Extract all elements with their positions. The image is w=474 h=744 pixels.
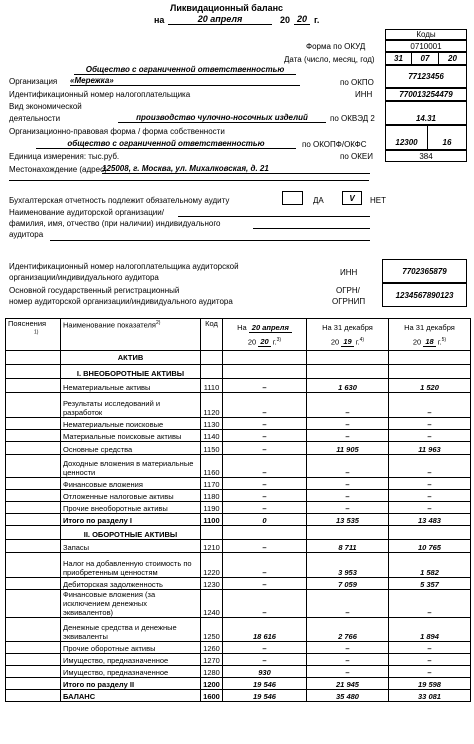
row-value-col1: 18 616 (223, 618, 307, 642)
row-name: Итого по разделу II (61, 678, 201, 690)
row-value-col1: – (223, 590, 307, 618)
row-value-col3: 13 483 (389, 514, 471, 526)
header-col2-y2: 19 (343, 337, 352, 347)
report-year: 20 (294, 14, 310, 25)
row-code: 1280 (201, 666, 223, 678)
row-value-col3: 10 765 (389, 540, 471, 553)
row-code: 1260 (201, 642, 223, 654)
table-row (6, 490, 471, 502)
row-value-col1: – (223, 393, 307, 418)
row-value-col3: – (389, 642, 471, 654)
row-name: Основные средства (61, 442, 201, 455)
okei-label: по ОКЕИ (340, 152, 373, 161)
section-aktiv: АКТИВ (61, 351, 201, 365)
inn-label: Идентификационный номер налогоплательщика (9, 90, 191, 99)
row-value-col3: 5 357 (389, 578, 471, 590)
row-value-col3: – (389, 490, 471, 502)
row-value-col3: – (389, 654, 471, 666)
row-code: 1110 (201, 379, 223, 393)
row-value-col1: – (223, 540, 307, 553)
row-value-col1: – (223, 490, 307, 502)
row-value-col2: 3 953 (307, 553, 389, 578)
okud-code: 0710001 (385, 40, 467, 52)
activity-label-2: деятельности (9, 114, 61, 123)
header-col3 (389, 319, 471, 351)
activity-value: производство чулочно-носочных изделий (118, 113, 326, 123)
row-notes (6, 540, 61, 553)
table-row (6, 502, 471, 514)
row-value-col2: – (307, 490, 389, 502)
auditor-ogrn-label-2: номер аудиторской организации/индивидуального аудитора (9, 297, 233, 306)
table-row-sec2 (6, 526, 471, 540)
row-code: 1600 (201, 690, 223, 702)
header-col3-g: г. (437, 337, 442, 347)
row-name: Итого по разделу I (61, 514, 201, 526)
row-value-col2: – (307, 642, 389, 654)
row-value-col1: – (223, 654, 307, 666)
row-value-col3: – (389, 666, 471, 678)
year-suffix: г. (314, 15, 320, 25)
row-name: Финансовые вложения (61, 478, 201, 490)
unit-label: Единица измерения: тыс.руб. (9, 152, 120, 161)
header-col1-g: г. (272, 337, 277, 347)
row-code: 1120 (201, 393, 223, 418)
row-value-col1: – (223, 455, 307, 478)
row-value-col3: 1 894 (389, 618, 471, 642)
okopf-code: 12300 (385, 125, 428, 150)
table-header-row (6, 319, 471, 351)
row-notes (6, 642, 61, 654)
table-row (6, 590, 471, 618)
row-value-col2: – (307, 590, 389, 618)
row-value-col3: 1 582 (389, 553, 471, 578)
row-code: 1200 (201, 678, 223, 690)
okfs-code: 16 (427, 125, 467, 150)
header-notes (6, 319, 61, 351)
okopf-label: по ОКОПФ/ОКФС (302, 140, 367, 149)
row-notes (6, 666, 61, 678)
auditor-ogrn-label-1: Основной государственный регистрационный (9, 286, 180, 295)
row-code: 1270 (201, 654, 223, 666)
row-value-col1: – (223, 502, 307, 514)
header-col2-y1: 20 (330, 337, 340, 347)
row-code: 1170 (201, 478, 223, 490)
row-value-col1: – (223, 642, 307, 654)
table-row-aktiv (6, 351, 471, 365)
header-col1-date: 20 апреля (249, 323, 292, 333)
date-prefix: на (154, 15, 165, 25)
row-code: 1230 (201, 578, 223, 590)
date-month: 07 (411, 52, 439, 65)
report-date: 20 апреля (168, 14, 272, 25)
header-name-label: Наименование показателя (63, 320, 156, 330)
table-row-sec1 (6, 365, 471, 379)
date-year: 20 (438, 52, 467, 65)
row-code: 1220 (201, 553, 223, 578)
table-row (6, 514, 471, 526)
row-notes (6, 393, 61, 418)
header-col1-y1: 20 (247, 337, 257, 347)
row-value-col2: – (307, 654, 389, 666)
row-name: Налог на добавленную стоимость по приобретенным ценностям (61, 553, 201, 578)
auditor-name-line-1 (178, 210, 370, 217)
row-name: Доходные вложения в материальные ценности (61, 455, 201, 478)
row-value-col3: – (389, 418, 471, 430)
header-col3-sup: 5) (441, 336, 447, 343)
header-col2-g: г. (355, 337, 360, 347)
row-value-col3: 33 081 (389, 690, 471, 702)
year-prefix: 20 (280, 15, 291, 25)
row-code: 1150 (201, 442, 223, 455)
row-notes (6, 430, 61, 442)
opf-label: Организационно-правовая форма / форма собственности (9, 127, 225, 136)
row-value-col1: 19 546 (223, 678, 307, 690)
row-notes (6, 379, 61, 393)
row-notes (6, 502, 61, 514)
header-col3-label: На 31 декабря (404, 322, 455, 332)
row-name: Материальные поисковые активы (61, 430, 201, 442)
row-code: 1240 (201, 590, 223, 618)
row-name: Финансовые вложения (за исключением денежных эквивалентов) (61, 590, 201, 618)
row-code: 1190 (201, 502, 223, 514)
row-value-col2: 1 630 (307, 379, 389, 393)
audit-question: Бухгалтерская отчетность подлежит обязательному аудиту (9, 196, 230, 205)
table-row (6, 455, 471, 478)
row-value-col3: 19 598 (389, 678, 471, 690)
table-row (6, 666, 471, 678)
row-name: Имущество, предназначенное (61, 666, 201, 678)
row-notes (6, 442, 61, 455)
row-notes (6, 690, 61, 702)
row-name: Результаты исследований и разработок (61, 393, 201, 418)
address-label: Местонахождение (адрес) (9, 165, 107, 174)
row-value-col3: – (389, 502, 471, 514)
row-notes (6, 618, 61, 642)
row-name: БАЛАНС (61, 690, 201, 702)
audit-no-checkbox[interactable]: V (342, 191, 362, 205)
row-code: 1180 (201, 490, 223, 502)
header-col2 (307, 319, 389, 351)
row-value-col2: – (307, 478, 389, 490)
org-name: «Мережка» (70, 76, 300, 86)
codes-header: Коды (385, 29, 467, 40)
ogrn-label-1: ОГРН/ (336, 286, 360, 295)
auditor-inn: 7702365879 (382, 259, 467, 283)
table-row (6, 418, 471, 430)
row-notes (6, 578, 61, 590)
table-row (6, 690, 471, 702)
row-value-col3: – (389, 393, 471, 418)
row-value-col1: – (223, 442, 307, 455)
org-label: Организация (9, 77, 58, 86)
row-value-col2: – (307, 430, 389, 442)
table-row (6, 578, 471, 590)
audit-yes-label: ДА (313, 196, 324, 205)
section-2-title: II. ОБОРОТНЫЕ АКТИВЫ (61, 526, 201, 540)
row-value-col2: – (307, 666, 389, 678)
row-value-col2: 8 711 (307, 540, 389, 553)
table-row (6, 642, 471, 654)
row-notes (6, 478, 61, 490)
org-full-name: Общество с ограниченной ответственностью (74, 65, 296, 75)
table-row (6, 393, 471, 418)
row-notes (6, 654, 61, 666)
table-row (6, 478, 471, 490)
row-value-col1: – (223, 418, 307, 430)
row-value-col1: – (223, 553, 307, 578)
okei-code: 384 (385, 150, 467, 162)
row-value-col3: – (389, 590, 471, 618)
balance-table (5, 318, 471, 702)
row-value-col2: 7 059 (307, 578, 389, 590)
table-row (6, 430, 471, 442)
row-value-col1: – (223, 430, 307, 442)
row-value-col1: – (223, 379, 307, 393)
okud-label: Форма по ОКУД (306, 42, 366, 51)
row-code: 1250 (201, 618, 223, 642)
table-row (6, 618, 471, 642)
row-value-col2: 21 945 (307, 678, 389, 690)
opf-value: общество с ограниченной ответственностью (36, 139, 296, 149)
row-value-col3: – (389, 430, 471, 442)
row-code: 1160 (201, 455, 223, 478)
auditor-name-label-1: Наименование аудиторской организации/ (9, 208, 164, 217)
row-code: 1130 (201, 418, 223, 430)
row-name: Имущество, предназначенное (61, 654, 201, 666)
row-code: 1140 (201, 430, 223, 442)
auditor-inn-label-1: Идентификационный номер налогоплательщика аудиторской (9, 262, 239, 271)
okpo-code: 77123456 (385, 65, 467, 88)
table-row (6, 379, 471, 393)
header-col1-sup: 3) (276, 336, 282, 343)
auditor-inn-label-2: организации/индивидуального аудитора (9, 273, 159, 282)
row-notes (6, 455, 61, 478)
table-row (6, 442, 471, 455)
header-name-sup: 2) (156, 320, 161, 326)
table-row (6, 678, 471, 690)
row-value-col2: – (307, 502, 389, 514)
address-value: 125008, г. Москва, ул. Михалковская, д. 21 (102, 164, 370, 174)
table-row (6, 553, 471, 578)
row-value-col2: 13 535 (307, 514, 389, 526)
inn-code: 770013254479 (385, 88, 467, 101)
header-code: Код (201, 319, 223, 351)
row-value-col1: – (223, 478, 307, 490)
row-notes (6, 590, 61, 618)
row-code: 1210 (201, 540, 223, 553)
page-title: Ликвидационный баланс (170, 3, 284, 13)
date-label: Дата (число, месяц, год) (284, 55, 375, 64)
audit-yes-checkbox[interactable] (282, 191, 303, 205)
header-name (61, 319, 201, 351)
row-value-col3: – (389, 478, 471, 490)
table-row (6, 654, 471, 666)
header-notes-label: Пояснения (8, 319, 47, 328)
header-col1 (223, 319, 307, 351)
row-value-col2: – (307, 418, 389, 430)
row-notes (6, 678, 61, 690)
row-name: Нематериальные активы (61, 379, 201, 393)
header-col1-pre: На (237, 322, 247, 332)
row-name: Запасы (61, 540, 201, 553)
row-notes (6, 490, 61, 502)
row-value-col2: – (307, 455, 389, 478)
auditor-name-line-3 (50, 234, 370, 241)
header-notes-sup: 1) (34, 329, 39, 335)
row-value-col3: 11 963 (389, 442, 471, 455)
row-name: Нематериальные поисковые (61, 418, 201, 430)
row-value-col1: 19 546 (223, 690, 307, 702)
row-name: Дебиторская задолженность (61, 578, 201, 590)
row-value-col1: 0 (223, 514, 307, 526)
header-col1-y2: 20 (260, 337, 269, 347)
audit-no-label: НЕТ (370, 196, 386, 205)
row-value-col2: 11 905 (307, 442, 389, 455)
header-col2-sup: 4) (359, 336, 365, 343)
auditor-name-line-2 (253, 222, 370, 229)
row-name: Отложенные налоговые активы (61, 490, 201, 502)
inn-short-label: ИНН (355, 90, 373, 99)
row-value-col2: 35 480 (307, 690, 389, 702)
okved-label: по ОКВЭД 2 (330, 114, 375, 123)
row-notes (6, 553, 61, 578)
row-notes (6, 418, 61, 430)
row-value-col2: – (307, 393, 389, 418)
date-day: 31 (385, 52, 412, 65)
address-line-2 (9, 172, 369, 181)
row-notes (6, 514, 61, 526)
okpo-label: по ОКПО (340, 78, 374, 87)
row-code: 1100 (201, 514, 223, 526)
row-value-col1: 930 (223, 666, 307, 678)
row-name: Прочие внеоборотные активы (61, 502, 201, 514)
header-col3-y2: 18 (425, 337, 434, 347)
row-value-col1: – (223, 578, 307, 590)
activity-label-1: Вид экономической (9, 102, 82, 111)
section-1-title: I. ВНЕОБОРОТНЫЕ АКТИВЫ (61, 365, 201, 379)
ogrn-label-2: ОГРНИП (332, 297, 366, 306)
auditor-name-label-2: фамилия, имя, отчество (при наличии) индивидуального (9, 219, 221, 228)
row-value-col3: 1 520 (389, 379, 471, 393)
okved-code: 14.31 (385, 101, 467, 125)
row-value-col3: – (389, 455, 471, 478)
header-col2-label: На 31 декабря (322, 322, 373, 332)
auditor-name-label-3: аудитора (9, 230, 44, 239)
auditor-ogrn: 1234567890123 (382, 283, 467, 307)
table-row (6, 540, 471, 553)
row-name: Денежные средства и денежные эквиваленты (61, 618, 201, 642)
header-col3-y1: 20 (412, 337, 422, 347)
auditor-inn-short-label: ИНН (340, 268, 358, 277)
row-value-col2: 2 766 (307, 618, 389, 642)
row-name: Прочие оборотные активы (61, 642, 201, 654)
